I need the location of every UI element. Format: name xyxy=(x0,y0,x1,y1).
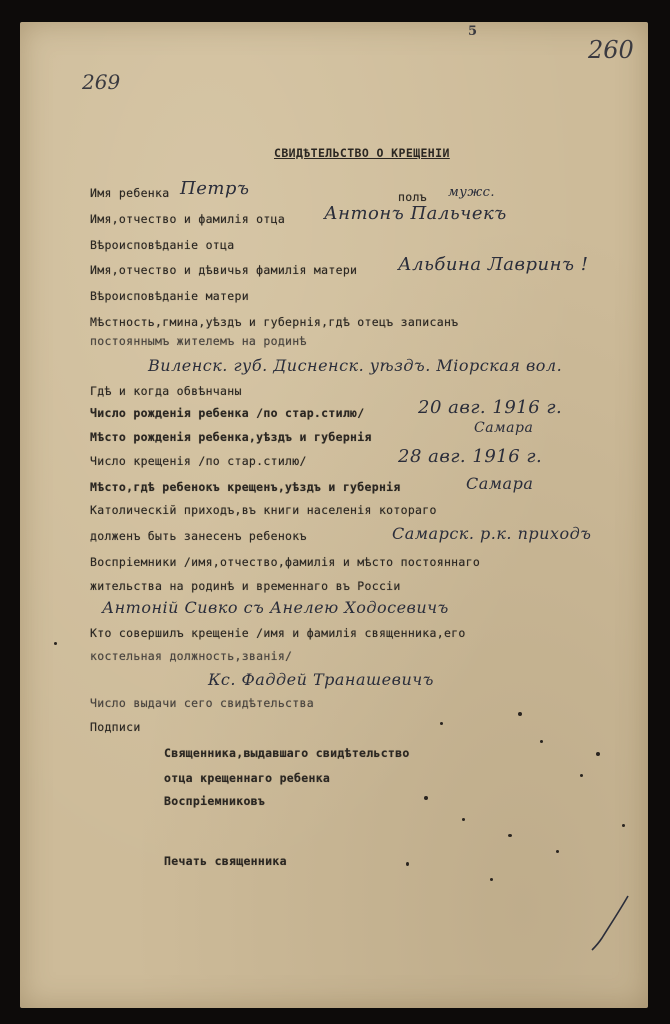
label-baptism-place: Мѣсто,гдѣ ребенокъ крещенъ,уѣздъ и губернія xyxy=(90,480,401,494)
archive-number-left: 269 xyxy=(82,70,121,94)
archive-number-right: 260 xyxy=(588,36,634,64)
ink-speck xyxy=(508,834,512,837)
label-godparents: Воспріемники /имя,отчество,фамилія и мѣсто постояннаго xyxy=(90,555,481,569)
signature-father: отца крещеннаго ребенка xyxy=(164,771,331,785)
label-sex: полъ xyxy=(398,190,427,204)
ink-speck xyxy=(54,642,57,645)
label-father: Имя,отчество и фамилія отца xyxy=(90,212,286,226)
label-child-registered: долженъ быть занесенъ ребенокъ xyxy=(90,529,307,543)
label-mother-religion: Вѣроисповѣданіе матери xyxy=(90,289,249,303)
value-sex: мужс. xyxy=(448,185,496,200)
value-birth-place: Самара xyxy=(474,420,534,436)
label-father-religion: Вѣроисповѣданіе отца xyxy=(90,238,235,252)
value-parish: Самарск. р.к. приходъ xyxy=(392,524,592,543)
label-baptism-date: Число крещенія /по стар.стилю/ xyxy=(90,454,307,468)
value-priest: Кс. Фаддей Транашевичъ xyxy=(208,670,434,689)
value-locality: Виленск. губ. Дисненск. уѣздъ. Міорская вол. xyxy=(148,356,563,375)
value-baptism-date: 28 авг. 1916 г. xyxy=(398,446,543,467)
label-parish: Католическій приходъ,въ книги населенія котораго xyxy=(90,503,437,517)
label-child-name: Имя ребенка xyxy=(90,186,170,200)
label-mother: Имя,отчество и дѣвичья фамилія матери xyxy=(90,263,358,277)
label-birth-date: Число рожденія ребенка /по стар.стилю/ xyxy=(90,406,365,420)
ink-speck xyxy=(424,796,428,800)
ink-speck xyxy=(406,862,409,866)
label-locality: Мѣстность,гмина,уѣздъ и губернія,гдѣ отецъ записанъ xyxy=(90,315,459,329)
label-priest: Кто совершилъ крещеніе /имя и фамилія священника,его xyxy=(90,626,466,640)
ink-speck xyxy=(596,752,600,756)
value-godparents: Антоній Сивко съ Анелею Ходосевичъ xyxy=(102,598,449,617)
seal-label: Печать священника xyxy=(164,854,287,868)
ink-speck xyxy=(440,722,443,725)
ink-speck xyxy=(490,878,493,881)
ink-speck xyxy=(580,774,583,777)
ink-speck xyxy=(540,740,543,743)
value-child-name: Петръ xyxy=(180,178,250,199)
value-baptism-place: Самара xyxy=(466,474,534,493)
value-birth-date: 20 авг. 1916 г. xyxy=(418,397,563,418)
ink-speck xyxy=(462,818,465,821)
ink-speck xyxy=(622,824,625,827)
value-father: Антонъ Пальчекъ xyxy=(324,203,507,224)
archive-number-center: 5 xyxy=(468,24,478,39)
document-title: СВИДѢТЕЛЬСТВО О КРЕЩЕНІИ xyxy=(274,146,450,160)
document-sheet xyxy=(20,22,648,1008)
label-priest-position: костельная должность,званія/ xyxy=(90,649,293,663)
value-mother: Альбина Лавринъ ! xyxy=(398,254,589,275)
signature-priest: Священника,выдавшаго свидѣтельство xyxy=(164,746,410,760)
label-signatures: Подписи xyxy=(90,720,141,734)
label-marriage: Гдѣ и когда обвѣнчаны xyxy=(90,384,242,398)
ink-speck xyxy=(518,712,522,716)
ink-speck xyxy=(556,850,559,853)
pen-stroke-mark xyxy=(588,892,638,952)
label-residence: жительства на родинѣ и временнаго въ Россіи xyxy=(90,579,401,593)
label-issue-date: Число выдачи сего свидѣтельства xyxy=(90,696,314,710)
signature-godparents: Воспріемниковъ xyxy=(164,794,266,808)
label-permanent-resident: постояннымъ жителемъ на родинѣ xyxy=(90,334,307,348)
label-birth-place: Мѣсто рожденія ребенка,уѣздъ и губернія xyxy=(90,430,372,444)
